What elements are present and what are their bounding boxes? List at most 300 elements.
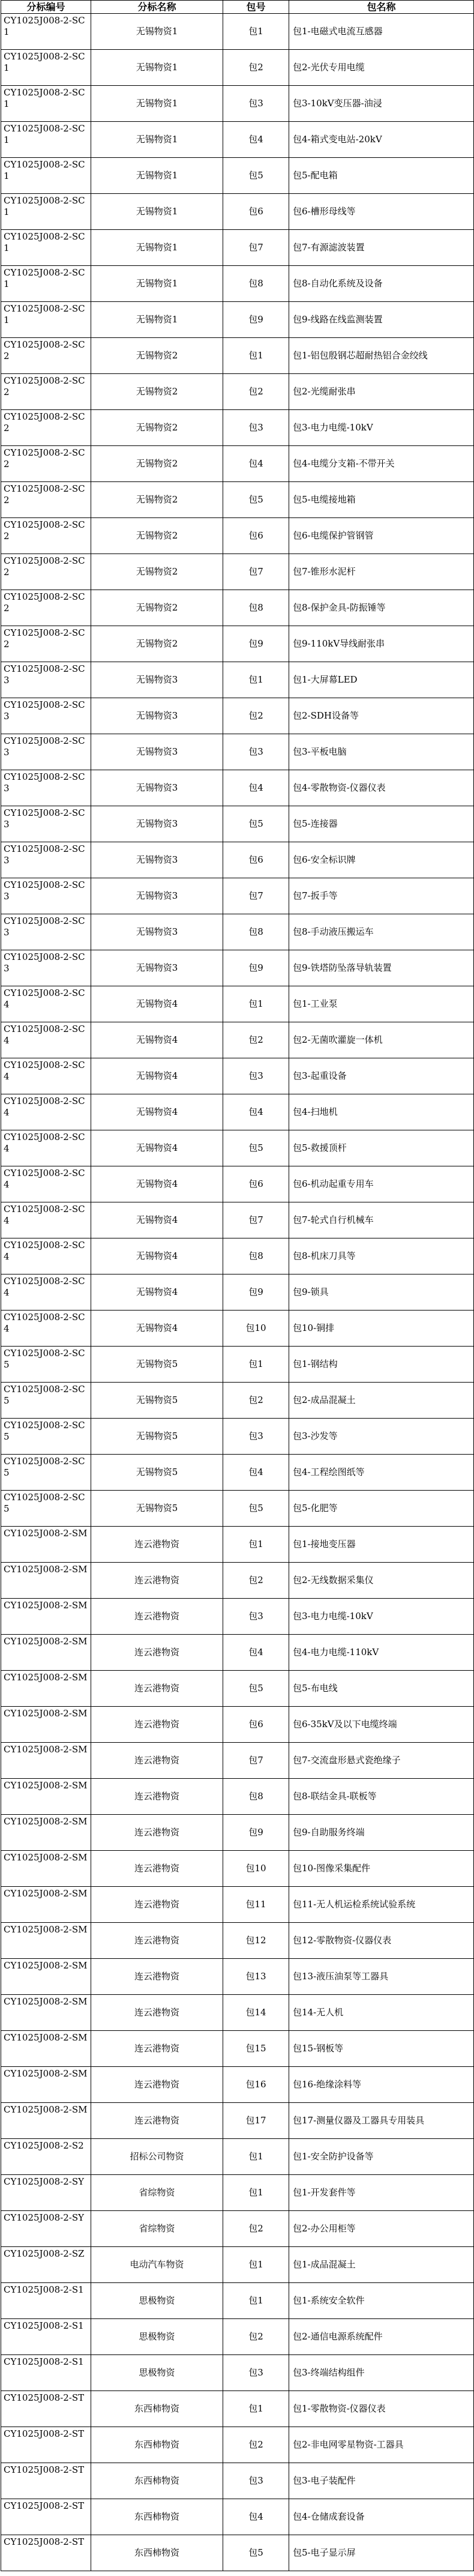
lot-code-cell: CY1025J008-2-SC5 bbox=[1, 1383, 91, 1419]
package-number-cell: 包9 bbox=[223, 626, 289, 662]
lot-name-cell: 思极物资 bbox=[91, 2319, 223, 2355]
table-row bbox=[1, 446, 474, 482]
package-number-cell: 包9 bbox=[223, 302, 289, 338]
package-name-cell: 包6-安全标识牌 bbox=[289, 842, 474, 878]
table-row bbox=[1, 1563, 474, 1599]
table-row bbox=[1, 482, 474, 518]
lot-code-cell: CY1025J008-2-SC5 bbox=[1, 1491, 91, 1527]
package-name-cell: 包4-零散物资-仪器仪表 bbox=[289, 770, 474, 806]
package-number-cell: 包3 bbox=[223, 86, 289, 122]
package-name-cell: 包4-电力电缆-110kV bbox=[289, 1635, 474, 1671]
package-name-cell: 包1-零散物资-仪器仪表 bbox=[289, 2391, 474, 2427]
lot-code-cell: CY1025J008-2-SC1 bbox=[1, 158, 91, 194]
package-number-cell: 包1 bbox=[223, 986, 289, 1022]
table-row bbox=[1, 1238, 474, 1274]
package-name-cell: 包2-成品混凝土 bbox=[289, 1383, 474, 1419]
package-name-cell: 包4-仓储成套设备 bbox=[289, 2499, 474, 2535]
lot-name-cell: 无锡物资4 bbox=[91, 1202, 223, 1238]
package-name-cell: 包9-线路在线监测装置 bbox=[289, 302, 474, 338]
lot-name-cell: 无锡物资3 bbox=[91, 698, 223, 734]
package-number-cell: 包3 bbox=[223, 1058, 289, 1094]
lot-code-cell: CY1025J008-2-SM bbox=[1, 1779, 91, 1815]
package-name-cell: 包8-联结金具-联板等 bbox=[289, 1779, 474, 1815]
package-name-cell: 包14-无人机 bbox=[289, 1995, 474, 2031]
table-row bbox=[1, 1274, 474, 1311]
table-row bbox=[1, 1635, 474, 1671]
package-name-cell: 包5-救援顶杆 bbox=[289, 1130, 474, 1166]
table-body bbox=[1, 14, 474, 2571]
lot-code-cell: CY1025J008-2-SC3 bbox=[1, 770, 91, 806]
lot-name-cell: 无锡物资5 bbox=[91, 1491, 223, 1527]
lot-name-cell: 连云港物资 bbox=[91, 1923, 223, 1959]
package-number-cell: 包5 bbox=[223, 1130, 289, 1166]
lot-code-cell: CY1025J008-2-SM bbox=[1, 1887, 91, 1923]
lot-code-cell: CY1025J008-2-SM bbox=[1, 1599, 91, 1635]
package-number-cell: 包1 bbox=[223, 2175, 289, 2211]
lot-code-cell: CY1025J008-2-S1 bbox=[1, 2319, 91, 2355]
table-row bbox=[1, 230, 474, 266]
table-row bbox=[1, 1419, 474, 1455]
package-name-cell: 包15-钢板等 bbox=[289, 2031, 474, 2067]
table-row bbox=[1, 806, 474, 842]
package-number-cell: 包4 bbox=[223, 1455, 289, 1491]
lot-name-cell: 东西柿物资 bbox=[91, 2499, 223, 2535]
table-row bbox=[1, 2103, 474, 2139]
lot-name-cell: 无锡物资2 bbox=[91, 554, 223, 590]
table-row bbox=[1, 302, 474, 338]
lot-code-cell: CY1025J008-2-SC2 bbox=[1, 518, 91, 554]
lot-code-cell: CY1025J008-2-SC3 bbox=[1, 662, 91, 698]
table-row bbox=[1, 1707, 474, 1743]
lot-code-cell: CY1025J008-2-SC4 bbox=[1, 1166, 91, 1202]
lot-name-cell: 省综物资 bbox=[91, 2211, 223, 2247]
lot-name-cell: 连云港物资 bbox=[91, 1995, 223, 2031]
package-number-cell: 包3 bbox=[223, 2463, 289, 2499]
package-number-cell: 包5 bbox=[223, 806, 289, 842]
lot-code-cell: CY1025J008-2-SC3 bbox=[1, 734, 91, 770]
lot-code-cell: CY1025J008-2-SC4 bbox=[1, 1202, 91, 1238]
lot-name-cell: 连云港物资 bbox=[91, 2031, 223, 2067]
package-name-cell: 包2-非电网零星物资-工器具 bbox=[289, 2427, 474, 2463]
table-row bbox=[1, 2211, 474, 2247]
lot-name-cell: 连云港物资 bbox=[91, 2103, 223, 2139]
lot-name-cell: 无锡物资4 bbox=[91, 1094, 223, 1130]
lot-name-cell: 无锡物资2 bbox=[91, 626, 223, 662]
lot-name-cell: 无锡物资4 bbox=[91, 1022, 223, 1058]
package-name-cell: 包3-电力电缆-10kV bbox=[289, 410, 474, 446]
lot-name-cell: 无锡物资5 bbox=[91, 1383, 223, 1419]
lot-name-cell: 连云港物资 bbox=[91, 1779, 223, 1815]
package-number-cell: 包3 bbox=[223, 734, 289, 770]
package-number-cell: 包5 bbox=[223, 1491, 289, 1527]
package-number-cell: 包3 bbox=[223, 1599, 289, 1635]
lot-name-cell: 思极物资 bbox=[91, 2283, 223, 2319]
lot-name-cell: 招标公司物资 bbox=[91, 2139, 223, 2175]
lot-code-cell: CY1025J008-2-SC4 bbox=[1, 986, 91, 1022]
table-row bbox=[1, 410, 474, 446]
lot-code-cell: CY1025J008-2-S1 bbox=[1, 2283, 91, 2319]
lot-code-cell: CY1025J008-2-SC1 bbox=[1, 50, 91, 86]
lot-code-cell: CY1025J008-2-SC4 bbox=[1, 1022, 91, 1058]
package-number-cell: 包1 bbox=[223, 2283, 289, 2319]
package-number-cell: 包3 bbox=[223, 1419, 289, 1455]
package-number-cell: 包1 bbox=[223, 2391, 289, 2427]
package-name-cell: 包5-配电箱 bbox=[289, 158, 474, 194]
package-name-cell: 包3-起重设备 bbox=[289, 1058, 474, 1094]
table-row bbox=[1, 1995, 474, 2031]
lot-code-cell: CY1025J008-2-SZ bbox=[1, 2247, 91, 2283]
package-name-cell: 包7-交流盘形悬式瓷绝缘子 bbox=[289, 1743, 474, 1779]
lot-code-cell: CY1025J008-2-SC1 bbox=[1, 266, 91, 302]
table-row bbox=[1, 2319, 474, 2355]
table-row bbox=[1, 2283, 474, 2319]
package-number-cell: 包6 bbox=[223, 1166, 289, 1202]
package-name-cell: 包3-电子装配件 bbox=[289, 2463, 474, 2499]
lot-code-cell: CY1025J008-2-SC1 bbox=[1, 302, 91, 338]
package-number-cell: 包5 bbox=[223, 158, 289, 194]
package-number-cell: 包8 bbox=[223, 266, 289, 302]
lot-name-cell: 无锡物资1 bbox=[91, 14, 223, 50]
table-row bbox=[1, 1058, 474, 1094]
lot-code-cell: CY1025J008-2-S2 bbox=[1, 2139, 91, 2175]
lot-name-cell: 无锡物资3 bbox=[91, 734, 223, 770]
lot-name-cell: 东西柿物资 bbox=[91, 2535, 223, 2571]
lot-name-cell: 无锡物资1 bbox=[91, 194, 223, 230]
package-name-cell: 包12-零散物资-仪器仪表 bbox=[289, 1923, 474, 1959]
table-row bbox=[1, 1311, 474, 1347]
table-row bbox=[1, 1455, 474, 1491]
lot-name-cell: 电动汽车物资 bbox=[91, 2247, 223, 2283]
package-number-cell: 包4 bbox=[223, 2499, 289, 2535]
table-row bbox=[1, 1527, 474, 1563]
package-number-cell: 包2 bbox=[223, 1383, 289, 1419]
package-number-cell: 包3 bbox=[223, 410, 289, 446]
lot-code-cell: CY1025J008-2-SC2 bbox=[1, 338, 91, 374]
lot-name-cell: 无锡物资2 bbox=[91, 410, 223, 446]
lot-name-cell: 省综物资 bbox=[91, 2175, 223, 2211]
table-row bbox=[1, 662, 474, 698]
package-number-cell: 包1 bbox=[223, 2247, 289, 2283]
package-name-cell: 包1-成品混凝土 bbox=[289, 2247, 474, 2283]
package-number-cell: 包2 bbox=[223, 374, 289, 410]
lot-name-cell: 连云港物资 bbox=[91, 1815, 223, 1851]
lot-name-cell: 无锡物资1 bbox=[91, 122, 223, 158]
package-number-cell: 包6 bbox=[223, 842, 289, 878]
lot-name-cell: 无锡物资3 bbox=[91, 770, 223, 806]
lot-code-cell: CY1025J008-2-SC5 bbox=[1, 1347, 91, 1383]
package-number-cell: 包2 bbox=[223, 2319, 289, 2355]
lot-name-cell: 无锡物资4 bbox=[91, 1238, 223, 1274]
package-name-cell: 包2-办公用柜等 bbox=[289, 2211, 474, 2247]
table-row bbox=[1, 914, 474, 950]
lot-code-cell: CY1025J008-2-SC4 bbox=[1, 1094, 91, 1130]
lot-name-cell: 连云港物资 bbox=[91, 1851, 223, 1887]
table-row bbox=[1, 338, 474, 374]
package-number-cell: 包1 bbox=[223, 14, 289, 50]
package-number-cell: 包4 bbox=[223, 1094, 289, 1130]
lot-code-cell: CY1025J008-2-SC1 bbox=[1, 86, 91, 122]
table-row bbox=[1, 1815, 474, 1851]
package-name-cell: 包2-无菌吹灌旋一体机 bbox=[289, 1022, 474, 1058]
lot-name-cell: 连云港物资 bbox=[91, 1635, 223, 1671]
table-row bbox=[1, 374, 474, 410]
table-row bbox=[1, 1887, 474, 1923]
package-name-cell: 包11-无人机运检系统试验系统 bbox=[289, 1887, 474, 1923]
lot-code-cell: CY1025J008-2-ST bbox=[1, 2463, 91, 2499]
package-number-cell: 包1 bbox=[223, 1347, 289, 1383]
package-name-cell: 包7-锥形水泥杆 bbox=[289, 554, 474, 590]
lot-name-cell: 连云港物资 bbox=[91, 1887, 223, 1923]
lot-code-cell: CY1025J008-2-SC4 bbox=[1, 1311, 91, 1347]
table-row bbox=[1, 1671, 474, 1707]
table-row bbox=[1, 1599, 474, 1635]
lot-code-cell: CY1025J008-2-SM bbox=[1, 2067, 91, 2103]
package-number-cell: 包8 bbox=[223, 1238, 289, 1274]
package-name-cell: 包3-沙发等 bbox=[289, 1419, 474, 1455]
lot-name-cell: 无锡物资1 bbox=[91, 230, 223, 266]
table-row bbox=[1, 1491, 474, 1527]
package-table bbox=[1, 0, 474, 2571]
package-number-cell: 包4 bbox=[223, 122, 289, 158]
table-row bbox=[1, 1022, 474, 1058]
package-name-cell: 包5-化肥等 bbox=[289, 1491, 474, 1527]
lot-code-cell: CY1025J008-2-SM bbox=[1, 1671, 91, 1707]
package-number-cell: 包12 bbox=[223, 1923, 289, 1959]
table-row bbox=[1, 2247, 474, 2283]
table-row bbox=[1, 86, 474, 122]
table-row bbox=[1, 1383, 474, 1419]
lot-name-cell: 无锡物资4 bbox=[91, 1130, 223, 1166]
package-name-cell: 包6-机动起重专用车 bbox=[289, 1166, 474, 1202]
lot-name-cell: 东西柿物资 bbox=[91, 2427, 223, 2463]
lot-name-cell: 无锡物资4 bbox=[91, 1274, 223, 1311]
table-row bbox=[1, 1851, 474, 1887]
package-number-cell: 包16 bbox=[223, 2067, 289, 2103]
table-row bbox=[1, 1202, 474, 1238]
lot-name-cell: 无锡物资1 bbox=[91, 266, 223, 302]
lot-code-cell: CY1025J008-2-SM bbox=[1, 2031, 91, 2067]
lot-name-cell: 无锡物资3 bbox=[91, 878, 223, 914]
lot-name-cell: 连云港物资 bbox=[91, 1671, 223, 1707]
package-number-cell: 包6 bbox=[223, 194, 289, 230]
lot-code-cell: CY1025J008-2-SC3 bbox=[1, 698, 91, 734]
lot-name-cell: 连云港物资 bbox=[91, 2067, 223, 2103]
table-row bbox=[1, 770, 474, 806]
package-name-cell: 包8-手动液压搬运车 bbox=[289, 914, 474, 950]
package-number-cell: 包9 bbox=[223, 1274, 289, 1311]
package-number-cell: 包2 bbox=[223, 698, 289, 734]
lot-code-cell: CY1025J008-2-SM bbox=[1, 1707, 91, 1743]
package-number-cell: 包14 bbox=[223, 1995, 289, 2031]
package-number-cell: 包5 bbox=[223, 2535, 289, 2571]
table-row bbox=[1, 878, 474, 914]
table-row bbox=[1, 2535, 474, 2571]
package-number-cell: 包17 bbox=[223, 2103, 289, 2139]
lot-code-cell: CY1025J008-2-SC1 bbox=[1, 122, 91, 158]
lot-name-cell: 连云港物资 bbox=[91, 1563, 223, 1599]
package-number-cell: 包2 bbox=[223, 50, 289, 86]
package-name-cell: 包5-电子显示屏 bbox=[289, 2535, 474, 2571]
package-name-cell: 包8-自动化系统及设备 bbox=[289, 266, 474, 302]
table-row bbox=[1, 1130, 474, 1166]
lot-name-cell: 无锡物资2 bbox=[91, 338, 223, 374]
package-name-cell: 包5-电缆接地箱 bbox=[289, 482, 474, 518]
lot-code-cell: CY1025J008-2-SC2 bbox=[1, 410, 91, 446]
lot-name-cell: 连云港物资 bbox=[91, 1527, 223, 1563]
lot-name-cell: 无锡物资3 bbox=[91, 662, 223, 698]
lot-name-cell: 无锡物资3 bbox=[91, 950, 223, 986]
lot-code-cell: CY1025J008-2-SC2 bbox=[1, 590, 91, 626]
package-name-cell: 包2-通信电源系统配件 bbox=[289, 2319, 474, 2355]
table-row bbox=[1, 2067, 474, 2103]
table-row bbox=[1, 2355, 474, 2391]
lot-code-cell: CY1025J008-2-SM bbox=[1, 1635, 91, 1671]
lot-name-cell: 无锡物资5 bbox=[91, 1455, 223, 1491]
package-name-cell: 包1-大屏幕LED bbox=[289, 662, 474, 698]
package-name-cell: 包2-光伏专用电缆 bbox=[289, 50, 474, 86]
package-number-cell: 包6 bbox=[223, 518, 289, 554]
lot-name-cell: 思极物资 bbox=[91, 2355, 223, 2391]
table-row bbox=[1, 1166, 474, 1202]
package-name-cell: 包13-液压油泵等工器具 bbox=[289, 1959, 474, 1995]
table-row bbox=[1, 842, 474, 878]
table-row bbox=[1, 194, 474, 230]
lot-code-cell: CY1025J008-2-SC5 bbox=[1, 1419, 91, 1455]
lot-name-cell: 无锡物资4 bbox=[91, 1166, 223, 1202]
package-name-cell: 包2-无线数据采集仪 bbox=[289, 1563, 474, 1599]
table-row bbox=[1, 266, 474, 302]
package-number-cell: 包5 bbox=[223, 1671, 289, 1707]
package-name-cell: 包5-布电线 bbox=[289, 1671, 474, 1707]
lot-code-cell: CY1025J008-2-SC4 bbox=[1, 1058, 91, 1094]
package-name-cell: 包7-轮式自行机械车 bbox=[289, 1202, 474, 1238]
lot-name-cell: 无锡物资1 bbox=[91, 86, 223, 122]
lot-code-cell: CY1025J008-2-SM bbox=[1, 2103, 91, 2139]
package-name-cell: 包4-工程绘图纸等 bbox=[289, 1455, 474, 1491]
package-number-cell: 包1 bbox=[223, 662, 289, 698]
table-row bbox=[1, 50, 474, 86]
table-row bbox=[1, 14, 474, 50]
lot-code-cell: CY1025J008-2-SY bbox=[1, 2175, 91, 2211]
lot-name-cell: 无锡物资2 bbox=[91, 446, 223, 482]
package-name-cell: 包10-图像采集配件 bbox=[289, 1851, 474, 1887]
table-row bbox=[1, 2463, 474, 2499]
package-name-cell: 包3-平板电脑 bbox=[289, 734, 474, 770]
package-number-cell: 包1 bbox=[223, 338, 289, 374]
package-number-cell: 包10 bbox=[223, 1311, 289, 1347]
table-header-row bbox=[1, 1, 474, 14]
package-name-cell: 包1-安全防护设备等 bbox=[289, 2139, 474, 2175]
header-package-name: 包名称 bbox=[289, 1, 474, 14]
package-number-cell: 包4 bbox=[223, 446, 289, 482]
lot-name-cell: 连云港物资 bbox=[91, 1959, 223, 1995]
package-number-cell: 包1 bbox=[223, 2139, 289, 2175]
package-number-cell: 包3 bbox=[223, 2355, 289, 2391]
package-name-cell: 包1-工业泵 bbox=[289, 986, 474, 1022]
lot-code-cell: CY1025J008-2-SC2 bbox=[1, 482, 91, 518]
lot-name-cell: 无锡物资4 bbox=[91, 1058, 223, 1094]
package-number-cell: 包2 bbox=[223, 1022, 289, 1058]
package-name-cell: 包9-锁具 bbox=[289, 1274, 474, 1311]
package-number-cell: 包8 bbox=[223, 1779, 289, 1815]
table-row bbox=[1, 2031, 474, 2067]
package-number-cell: 包5 bbox=[223, 482, 289, 518]
lot-code-cell: CY1025J008-2-S1 bbox=[1, 2355, 91, 2391]
package-name-cell: 包2-光缆耐张串 bbox=[289, 374, 474, 410]
table-row bbox=[1, 1347, 474, 1383]
package-number-cell: 包7 bbox=[223, 878, 289, 914]
table-row bbox=[1, 2427, 474, 2463]
lot-code-cell: CY1025J008-2-SC4 bbox=[1, 1130, 91, 1166]
package-name-cell: 包7-扳手等 bbox=[289, 878, 474, 914]
package-name-cell: 包1-接地变压器 bbox=[289, 1527, 474, 1563]
lot-code-cell: CY1025J008-2-SC2 bbox=[1, 626, 91, 662]
lot-code-cell: CY1025J008-2-SM bbox=[1, 1923, 91, 1959]
package-name-cell: 包1-钢结构 bbox=[289, 1347, 474, 1383]
package-name-cell: 包6-35kV及以下电缆终端 bbox=[289, 1707, 474, 1743]
package-number-cell: 包6 bbox=[223, 1707, 289, 1743]
lot-code-cell: CY1025J008-2-SC2 bbox=[1, 374, 91, 410]
package-number-cell: 包10 bbox=[223, 1851, 289, 1887]
package-name-cell: 包9-铁塔防坠落导轨装置 bbox=[289, 950, 474, 986]
lot-code-cell: CY1025J008-2-SC1 bbox=[1, 194, 91, 230]
package-name-cell: 包1-开发套件等 bbox=[289, 2175, 474, 2211]
package-number-cell: 包7 bbox=[223, 554, 289, 590]
lot-code-cell: CY1025J008-2-SC2 bbox=[1, 554, 91, 590]
table-row bbox=[1, 626, 474, 662]
package-number-cell: 包2 bbox=[223, 2427, 289, 2463]
table-row bbox=[1, 1779, 474, 1815]
lot-code-cell: CY1025J008-2-SM bbox=[1, 1851, 91, 1887]
table-row bbox=[1, 1959, 474, 1995]
table-row bbox=[1, 1923, 474, 1959]
lot-code-cell: CY1025J008-2-ST bbox=[1, 2391, 91, 2427]
lot-code-cell: CY1025J008-2-SM bbox=[1, 1995, 91, 2031]
header-lot-name: 分标名称 bbox=[91, 1, 223, 14]
table-row bbox=[1, 986, 474, 1022]
package-name-cell: 包3-终端结构组件 bbox=[289, 2355, 474, 2391]
table-row bbox=[1, 2139, 474, 2175]
table-row bbox=[1, 518, 474, 554]
package-name-cell: 包8-保护金具-防振锤等 bbox=[289, 590, 474, 626]
table-row bbox=[1, 698, 474, 734]
lot-name-cell: 无锡物资4 bbox=[91, 1311, 223, 1347]
lot-name-cell: 无锡物资3 bbox=[91, 806, 223, 842]
table-row bbox=[1, 2175, 474, 2211]
package-name-cell: 包6-槽形母线等 bbox=[289, 194, 474, 230]
lot-name-cell: 无锡物资4 bbox=[91, 986, 223, 1022]
lot-name-cell: 无锡物资2 bbox=[91, 590, 223, 626]
lot-code-cell: CY1025J008-2-SM bbox=[1, 1815, 91, 1851]
lot-code-cell: CY1025J008-2-SC4 bbox=[1, 1238, 91, 1274]
package-name-cell: 包6-电缆保护管钢管 bbox=[289, 518, 474, 554]
package-number-cell: 包7 bbox=[223, 1202, 289, 1238]
lot-code-cell: CY1025J008-2-SC3 bbox=[1, 806, 91, 842]
lot-code-cell: CY1025J008-2-ST bbox=[1, 2427, 91, 2463]
package-name-cell: 包4-扫地机 bbox=[289, 1094, 474, 1130]
lot-name-cell: 无锡物资5 bbox=[91, 1347, 223, 1383]
table-row bbox=[1, 1743, 474, 1779]
package-number-cell: 包9 bbox=[223, 950, 289, 986]
header-lot-code: 分标编号 bbox=[1, 1, 91, 14]
package-number-cell: 包1 bbox=[223, 1527, 289, 1563]
table-row bbox=[1, 950, 474, 986]
lot-code-cell: CY1025J008-2-SC3 bbox=[1, 914, 91, 950]
lot-name-cell: 无锡物资5 bbox=[91, 1419, 223, 1455]
package-number-cell: 包8 bbox=[223, 914, 289, 950]
lot-code-cell: CY1025J008-2-SM bbox=[1, 1743, 91, 1779]
package-name-cell: 包4-箱式变电站-20kV bbox=[289, 122, 474, 158]
